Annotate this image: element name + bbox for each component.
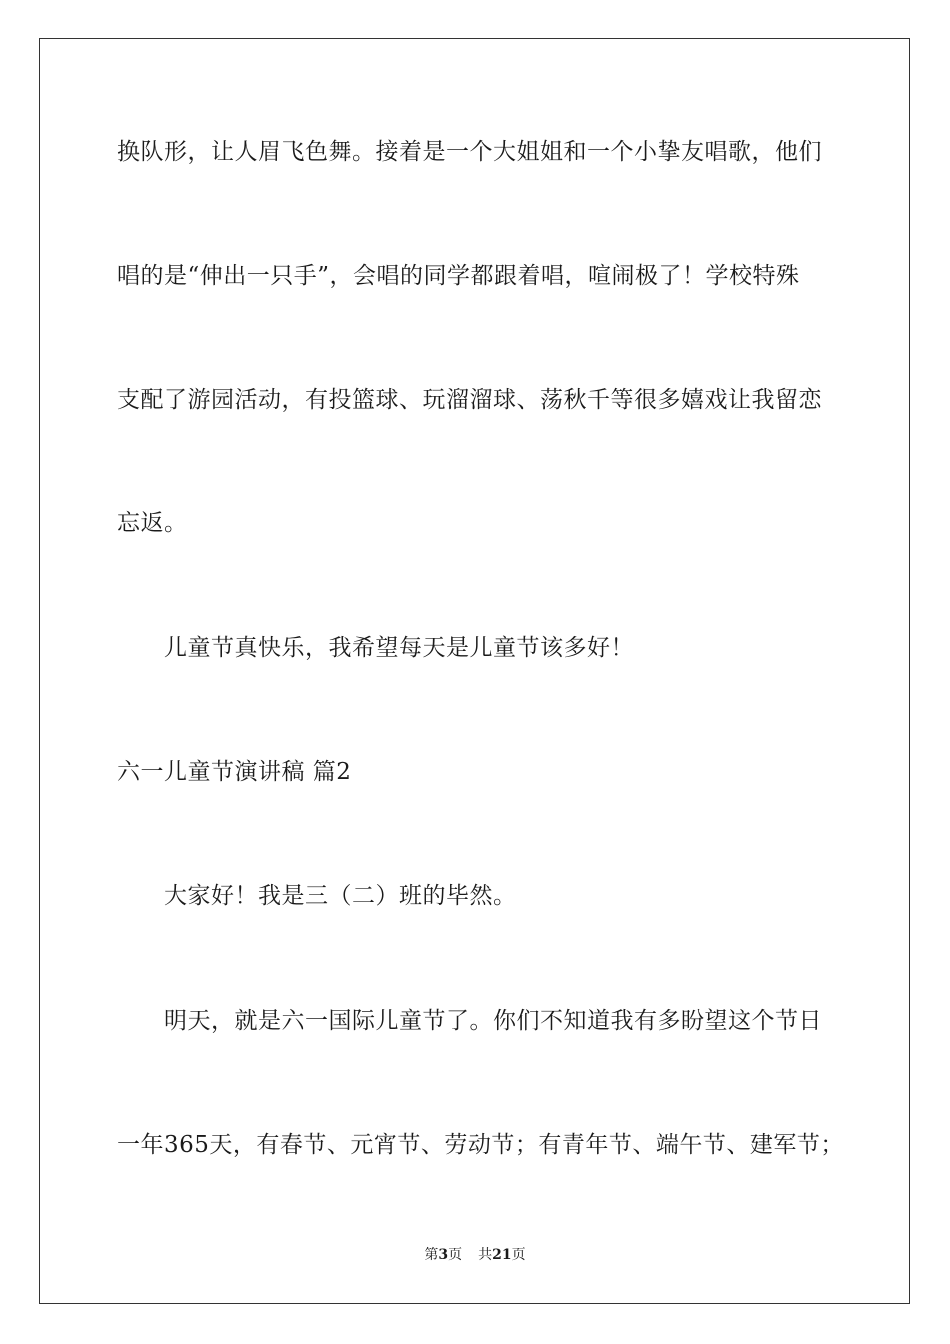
total-label-prefix: 共 <box>478 1247 493 1263</box>
paragraph-line: 儿童节真快乐，我希望每天是儿童节该多好！ <box>164 635 634 661</box>
paragraph-line: 换队形，让人眉飞色舞。接着是一个大姐姐和一个小挚友唱歌，他们 <box>117 139 822 165</box>
paragraph-line: 忘返。 <box>117 510 188 536</box>
paragraph-line: 一年365天，有春节、元宵节、劳动节；有青年节、端午节、建军节； <box>117 1132 844 1158</box>
page-label-prefix: 第 <box>424 1247 439 1263</box>
total-page-number: 21 <box>492 1247 512 1263</box>
page-footer <box>0 1245 950 1265</box>
section-heading: 六一儿童节演讲稿 篇2 <box>117 759 352 785</box>
page-label-suffix: 页 <box>448 1247 463 1263</box>
current-page-number: 3 <box>438 1247 449 1263</box>
page-frame <box>39 38 910 1304</box>
paragraph-line: 支配了游园活动，有投篮球、玩溜溜球、荡秋千等很多嬉戏让我留恋 <box>117 387 822 413</box>
paragraph-line: 大家好！我是三（二）班的毕然。 <box>164 883 517 909</box>
total-label-suffix: 页 <box>511 1247 526 1263</box>
paragraph-line: 明天，就是六一国际儿童节了。你们不知道我有多盼望这个节日 <box>164 1008 822 1034</box>
paragraph-line: 唱的是“伸出一只手”，会唱的同学都跟着唱，喧闹极了！学校特殊 <box>117 263 800 289</box>
